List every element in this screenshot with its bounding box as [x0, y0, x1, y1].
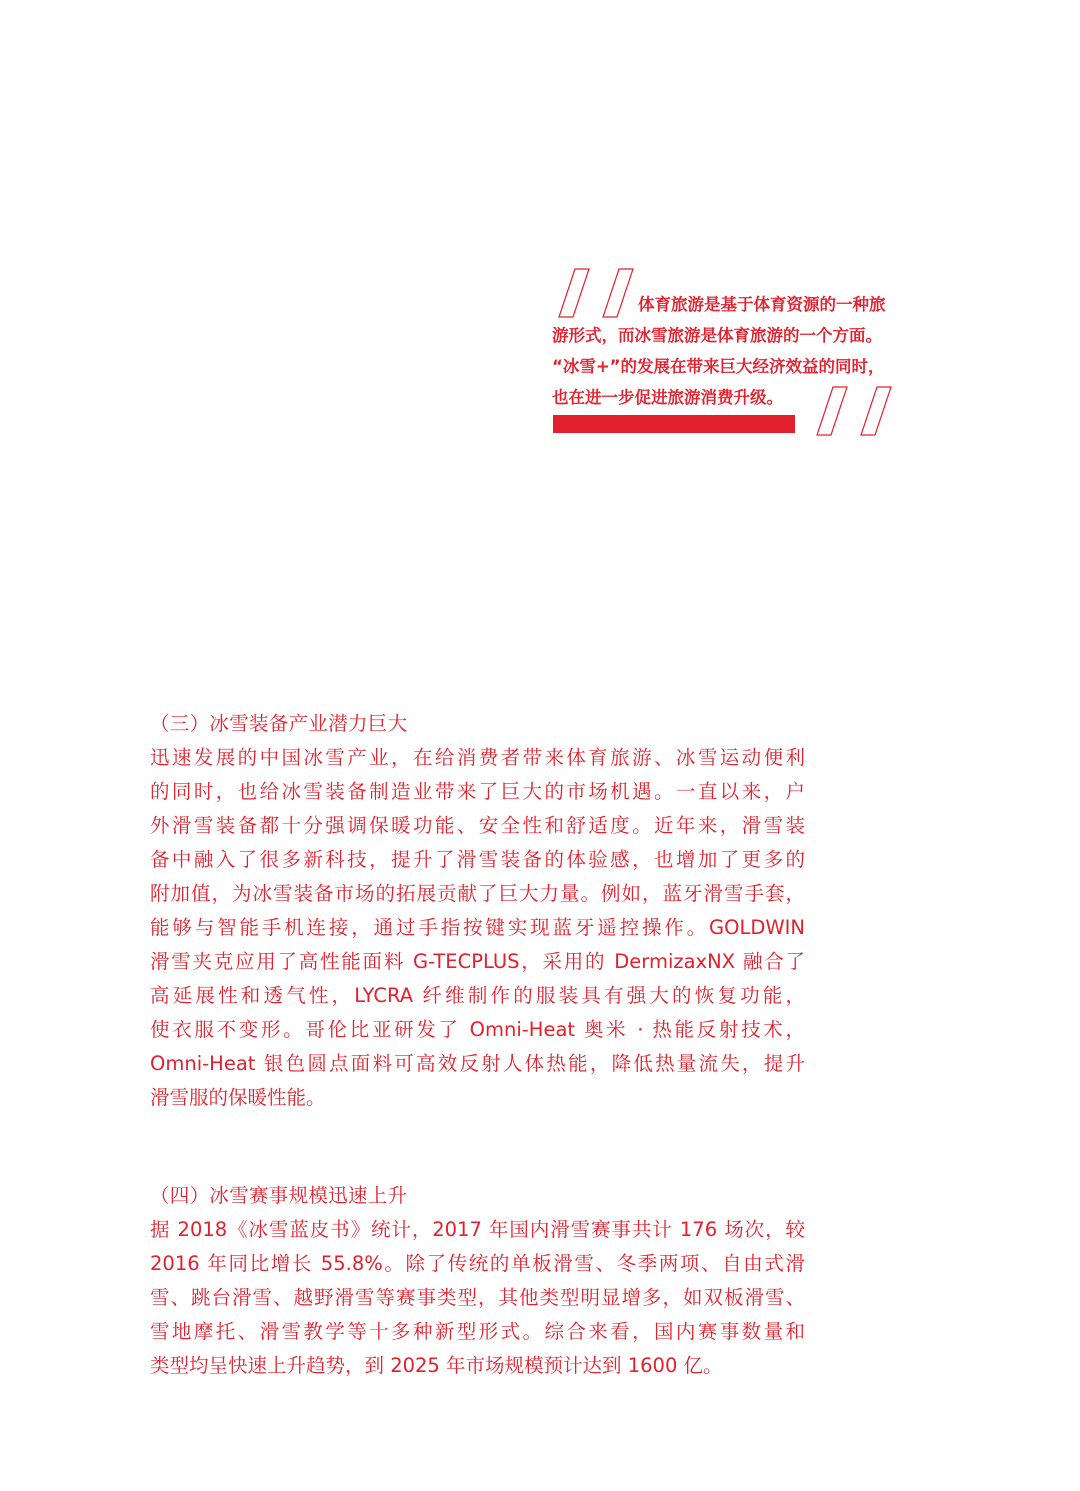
paragraph-line: 滑雪服的保暖性能。: [150, 1086, 326, 1109]
paragraph-line: 据 2018《冰雪蓝皮书》统计，2017 年国内滑雪赛事共计 176 场次，较: [150, 1218, 805, 1241]
paragraph-line: 类型均呈快速上升趋势，到 2025 年市场规模预计达到 1600 亿。: [150, 1354, 723, 1377]
close-quote-icon: [815, 383, 905, 439]
paragraph-line: 高延展性和透气性，LYCRA 纤维制作的服装具有强大的恢复功能，: [150, 984, 805, 1007]
paragraph-line: 的同时，也给冰雪装备制造业带来了巨大的市场机遇。一直以来，户: [150, 780, 805, 803]
paragraph-line: Omni-Heat 银色圆点面料可高效反射人体热能，降低热量流失，提升: [150, 1052, 805, 1075]
pull-quote-line: “冰雪+”的发展在带来巨大经济效益的同时，: [552, 357, 885, 376]
paragraph-line: 备中融入了很多新科技，提升了滑雪装备的体验感，也增加了更多的: [150, 848, 805, 871]
pull-quote-line: 体育旅游是基于体育资源的一种旅: [638, 295, 886, 314]
paragraph-line: 能够与智能手机连接，通过手指按键实现蓝牙遥控操作。GOLDWIN: [150, 916, 805, 939]
quote-accent-bar: [553, 415, 795, 433]
paragraph-line: 雪地摩托、滑雪教学等十多种新型形式。综合来看，国内赛事数量和: [150, 1320, 805, 1343]
paragraph-line: 使衣服不变形。哥伦比亚研发了 Omni-Heat 奥米 · 热能反射技术，: [150, 1018, 805, 1041]
paragraph-line: 2016 年同比增长 55.8%。除了传统的单板滑雪、冬季两项、自由式滑: [150, 1252, 805, 1275]
section-events: [150, 1182, 820, 1383]
section-heading: （四）冰雪赛事规模迅速上升: [150, 1184, 408, 1207]
paragraph-line: 雪、跳台滑雪、越野滑雪等赛事类型，其他类型明显增多，如双板滑雪、: [150, 1286, 805, 1309]
pull-quote-line: 游形式，而冰雪旅游是体育旅游的一个方面。: [552, 326, 882, 345]
paragraph-line: 滑雪夹克应用了高性能面料 G-TECPLUS，采用的 DermizaxNX 融合了: [150, 950, 805, 973]
paragraph-line: 附加值，为冰雪装备市场的拓展贡献了巨大力量。例如，蓝牙滑雪手套，: [150, 882, 805, 905]
paragraph-line: 外滑雪装备都十分强调保暖功能、安全性和舒适度。近年来，滑雪装: [150, 814, 805, 837]
pull-quote-line: 也在进一步促进旅游消费升级。: [552, 388, 783, 407]
section-paragraph: [150, 741, 820, 1115]
paragraph-line: 迅速发展的中国冰雪产业，在给消费者带来体育旅游、冰雪运动便利: [150, 746, 805, 769]
section-heading: （三）冰雪装备产业潜力巨大: [150, 712, 408, 735]
section-paragraph: [150, 1213, 820, 1383]
section-equipment: [150, 710, 820, 1115]
